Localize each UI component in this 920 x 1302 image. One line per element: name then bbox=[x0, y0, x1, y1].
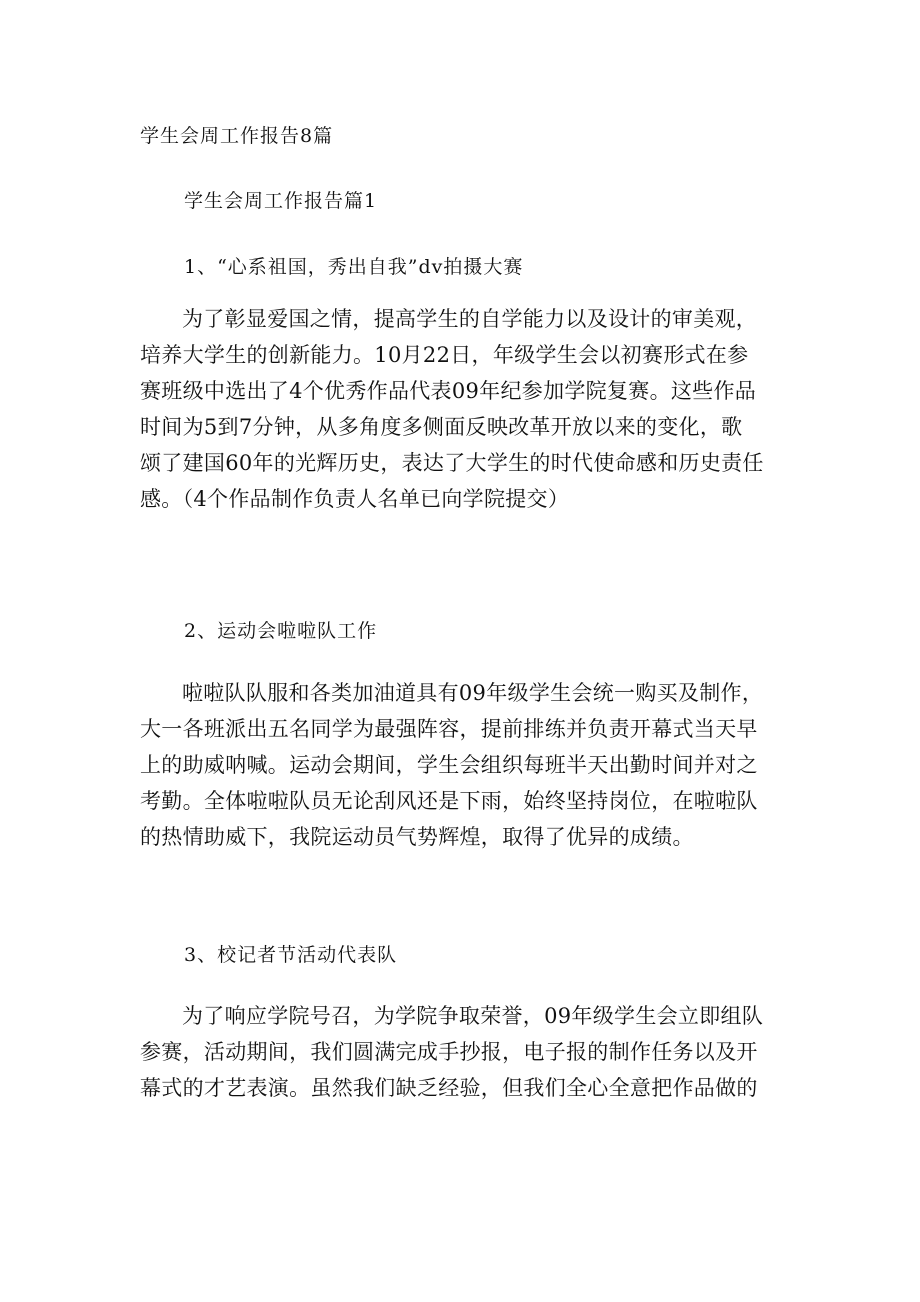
section-paragraph-2 bbox=[140, 675, 790, 855]
section-heading-1: 1、“心系祖国，秀出自我”dv拍摄大赛 bbox=[184, 256, 524, 278]
paragraph-line: 啦啦队队服和各类加油道具有09年级学生会统一购买及制作， bbox=[182, 681, 764, 705]
paragraph-line: 考勤。全体啦啦队员无论刮风还是下雨，始终坚持岗位，在啦啦队 bbox=[140, 789, 758, 813]
section-heading-2: 2、运动会啦啦队工作 bbox=[184, 620, 378, 642]
section-paragraph-3 bbox=[140, 998, 790, 1106]
document-title: 学生会周工作报告8篇 bbox=[140, 125, 334, 147]
paragraph-line: 为了响应学院号召，为学院争取荣誉，09年级学生会立即组队 bbox=[182, 1004, 764, 1028]
document-subtitle: 学生会周工作报告篇1 bbox=[184, 190, 378, 212]
paragraph-line: 上的助威呐喊。运动会期间，学生会组织每班半天出勤时间并对之 bbox=[140, 753, 758, 777]
paragraph-line: 颂了建国60年的光辉历史，表达了大学生的时代使命感和历史责任 bbox=[140, 451, 764, 475]
section-heading-3: 3、校记者节活动代表队 bbox=[184, 944, 398, 966]
section-paragraph-1 bbox=[140, 301, 790, 517]
paragraph-line: 幕式的才艺表演。虽然我们缺乏经验，但我们全心全意把作品做的 bbox=[140, 1076, 758, 1100]
paragraph-line: 赛班级中选出了4个优秀作品代表09年纪参加学院复赛。这些作品 bbox=[140, 379, 757, 403]
paragraph-line: 感。（4个作品制作负责人名单已向学院提交） bbox=[140, 487, 570, 511]
paragraph-line: 参赛，活动期间，我们圆满完成手抄报，电子报的制作任务以及开 bbox=[140, 1040, 758, 1064]
paragraph-line: 培养大学生的创新能力。10月22日，年级学生会以初赛形式在参 bbox=[140, 343, 749, 367]
paragraph-line: 为了彰显爱国之情，提高学生的自学能力以及设计的审美观， bbox=[182, 307, 758, 331]
paragraph-line: 大一各班派出五名同学为最强阵容，提前排练并负责开幕式当天早 bbox=[140, 717, 758, 741]
paragraph-line: 时间为5到7分钟，从多角度多侧面反映改革开放以来的变化，歌 bbox=[140, 415, 743, 439]
paragraph-line: 的热情助威下，我院运动员气势辉煌，取得了优异的成绩。 bbox=[140, 825, 694, 849]
